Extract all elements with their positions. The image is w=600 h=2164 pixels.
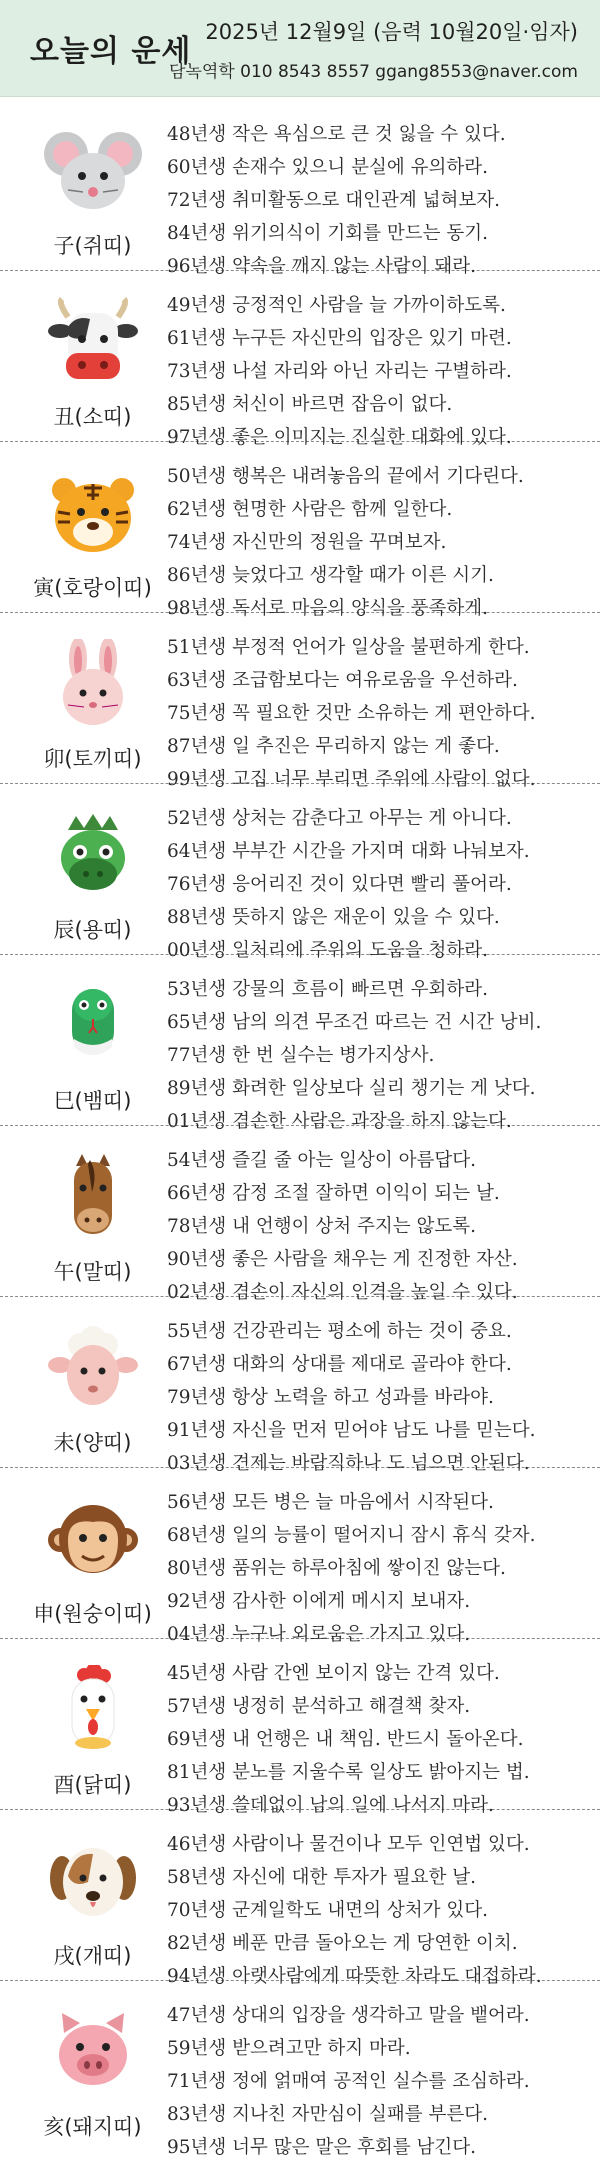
fortune-line: 53년생 강물의 흐름이 빠르면 우회하라. bbox=[167, 979, 489, 1000]
fortune-line: 91년생 자신을 먼저 믿어야 남도 나를 믿는다. bbox=[167, 1420, 536, 1441]
fortune-lines bbox=[167, 802, 592, 967]
fortune-line: 73년생 나설 자리와 아닌 자리는 구별하라. bbox=[167, 361, 512, 382]
rabbit-icon bbox=[38, 639, 148, 729]
fortune-line: 48년생 작은 욕심으로 큰 것 잃을 수 있다. bbox=[167, 124, 506, 145]
fortune-lines bbox=[167, 1828, 592, 1993]
fortune-line: 00년생 일처리에 주위의 도움을 청하라. bbox=[167, 940, 489, 961]
zodiac-label: 巳(뱀띠) bbox=[53, 1089, 132, 1113]
fortune-line: 04년생 누구나 외로움은 가지고 있다. bbox=[167, 1624, 471, 1645]
fortune-line: 50년생 행복은 내려놓음의 끝에서 기다린다. bbox=[167, 466, 524, 487]
fortune-line: 84년생 위기의식이 기회를 만드는 동기. bbox=[167, 223, 489, 244]
fortune-line: 83년생 지나친 자만심이 실패를 부른다. bbox=[167, 2104, 489, 2125]
fortune-line: 58년생 자신에 대한 투자가 필요한 날. bbox=[167, 1867, 477, 1888]
fortune-line: 86년생 늦었다고 생각할 때가 이른 시기. bbox=[167, 565, 494, 586]
zodiac-label: 戌(개띠) bbox=[53, 1944, 132, 1968]
fortune-line: 59년생 받으려고만 하지 마라. bbox=[167, 2038, 411, 2059]
cow-icon bbox=[38, 297, 148, 387]
fortune-line: 57년생 냉정히 분석하고 해결책 찾자. bbox=[167, 1696, 471, 1717]
fortune-lines bbox=[167, 1144, 592, 1309]
zodiac-label: 午(말띠) bbox=[53, 1260, 132, 1284]
fortune-lines bbox=[167, 1657, 592, 1822]
zodiac-row bbox=[0, 955, 600, 1132]
fortune-list bbox=[0, 100, 600, 2158]
fortune-line: 03년생 견제는 바람직하나 도 넘으면 안된다. bbox=[167, 1453, 530, 1474]
contact-line: 담녹역학 010 8543 8557 ggang8553@naver.com bbox=[169, 62, 578, 82]
fortune-line: 87년생 일 추진은 무리하지 않는 게 좋다. bbox=[167, 736, 500, 757]
fortune-line: 94년생 아랫사람에게 따뜻한 차라도 대접하라. bbox=[167, 1966, 542, 1987]
zodiac-row bbox=[0, 100, 600, 277]
zodiac-label: 子(쥐띠) bbox=[53, 234, 132, 258]
zodiac-label: 辰(용띠) bbox=[53, 918, 132, 942]
fortune-line: 96년생 약속을 깨지 않는 사람이 돼라. bbox=[167, 256, 477, 277]
fortune-line: 46년생 사람이나 물건이나 모두 인연법 있다. bbox=[167, 1834, 530, 1855]
fortune-line: 63년생 조급함보다는 여유로움을 우선하라. bbox=[167, 670, 518, 691]
fortune-line: 75년생 꼭 필요한 것만 소유하는 게 편안하다. bbox=[167, 703, 536, 724]
zodiac-row bbox=[0, 1468, 600, 1645]
fortune-line: 78년생 내 언행이 상처 주지는 않도록. bbox=[167, 1216, 477, 1237]
fortune-line: 89년생 화려한 일상보다 실리 챙기는 게 낫다. bbox=[167, 1078, 536, 1099]
zodiac-row bbox=[0, 784, 600, 961]
fortune-line: 68년생 일의 능률이 떨어지니 잠시 휴식 갖자. bbox=[167, 1525, 536, 1546]
fortune-line: 74년생 자신만의 정원을 꾸며보자. bbox=[167, 532, 447, 553]
fortune-line: 76년생 응어리진 것이 있다면 빨리 풀어라. bbox=[167, 874, 512, 895]
snake-icon bbox=[38, 981, 148, 1071]
fortune-line: 52년생 상처는 감춘다고 아무는 게 아니다. bbox=[167, 808, 512, 829]
zodiac-row bbox=[0, 1126, 600, 1303]
zodiac-label: 申(원숭이띠) bbox=[33, 1602, 152, 1626]
zodiac-label: 丑(소띠) bbox=[53, 405, 132, 429]
rooster-icon bbox=[38, 1665, 148, 1755]
fortune-lines bbox=[167, 1315, 592, 1480]
fortune-line: 77년생 한 번 실수는 병가지상사. bbox=[167, 1045, 435, 1066]
dragon-icon bbox=[38, 810, 148, 900]
fortune-line: 71년생 정에 얽매여 공적인 실수를 조심하라. bbox=[167, 2071, 530, 2092]
fortune-line: 01년생 겸손한 사람은 과장을 하지 않는다. bbox=[167, 1111, 512, 1132]
zodiac-label: 未(양띠) bbox=[53, 1431, 132, 1455]
fortune-line: 85년생 처신이 바르면 잡음이 없다. bbox=[167, 394, 453, 415]
fortune-line: 67년생 대화의 상대를 제대로 골라야 한다. bbox=[167, 1354, 512, 1375]
zodiac-row bbox=[0, 1981, 600, 2158]
pig-icon bbox=[38, 2007, 148, 2097]
fortune-line: 02년생 겸손이 자신의 인격을 높일 수 있다. bbox=[167, 1282, 518, 1303]
fortune-line: 54년생 즐길 줄 아는 일상이 아름답다. bbox=[167, 1150, 477, 1171]
fortune-line: 97년생 좋은 이미지는 진실한 대화에 있다. bbox=[167, 427, 512, 448]
fortune-line: 65년생 남의 의견 무조건 따르는 건 시간 낭비. bbox=[167, 1012, 542, 1033]
fortune-line: 60년생 손재수 있으니 분실에 유의하라. bbox=[167, 157, 489, 178]
fortune-line: 55년생 건강관리는 평소에 하는 것이 중요. bbox=[167, 1321, 512, 1342]
fortune-lines bbox=[167, 631, 592, 796]
fortune-line: 66년생 감정 조절 잘하면 이익이 되는 날. bbox=[167, 1183, 500, 1204]
fortune-lines bbox=[167, 460, 592, 625]
zodiac-row bbox=[0, 1810, 600, 1987]
zodiac-row bbox=[0, 1297, 600, 1474]
fortune-line: 47년생 상대의 입장을 생각하고 말을 뱉어라. bbox=[167, 2005, 530, 2026]
fortune-line: 62년생 현명한 사람은 함께 일한다. bbox=[167, 499, 453, 520]
horse-icon bbox=[38, 1152, 148, 1242]
zodiac-row bbox=[0, 442, 600, 619]
page-title: 오늘의 운세 bbox=[30, 34, 192, 69]
fortune-lines bbox=[167, 118, 592, 283]
fortune-lines bbox=[167, 1486, 592, 1651]
fortune-lines bbox=[167, 973, 592, 1138]
zodiac-row bbox=[0, 271, 600, 448]
fortune-line: 70년생 군계일학도 내면의 상처가 있다. bbox=[167, 1900, 489, 1921]
fortune-line: 69년생 내 언행은 내 책임. 반드시 돌아온다. bbox=[167, 1729, 524, 1750]
monkey-icon bbox=[38, 1494, 148, 1584]
fortune-line: 99년생 고집 너무 부리면 주위에 사람이 없다. bbox=[167, 769, 536, 790]
fortune-line: 80년생 품위는 하루아침에 쌓이진 않는다. bbox=[167, 1558, 506, 1579]
zodiac-label: 酉(닭띠) bbox=[53, 1773, 132, 1797]
fortune-line: 61년생 누구든 자신만의 입장은 있기 마련. bbox=[167, 328, 512, 349]
dog-icon bbox=[38, 1836, 148, 1926]
header bbox=[0, 0, 600, 97]
fortune-line: 56년생 모든 병은 늘 마음에서 시작된다. bbox=[167, 1492, 494, 1513]
date-line: 2025년 12월9일 (음력 10월20일·임자) bbox=[205, 20, 578, 44]
zodiac-label: 亥(돼지띠) bbox=[43, 2115, 142, 2139]
fortune-line: 81년생 분노를 지울수록 일상도 밝아지는 법. bbox=[167, 1762, 530, 1783]
fortune-line: 95년생 너무 많은 말은 후회를 남긴다. bbox=[167, 2137, 477, 2158]
fortune-line: 92년생 감사한 이에게 메시지 보내자. bbox=[167, 1591, 471, 1612]
zodiac-row bbox=[0, 613, 600, 790]
zodiac-label: 卯(토끼띠) bbox=[43, 747, 142, 771]
fortune-line: 51년생 부정적 언어가 일상을 불편하게 한다. bbox=[167, 637, 530, 658]
fortune-lines bbox=[167, 289, 592, 454]
fortune-line: 88년생 뜻하지 않은 재운이 있을 수 있다. bbox=[167, 907, 500, 928]
sheep-icon bbox=[38, 1323, 148, 1413]
tiger-icon bbox=[38, 468, 148, 558]
rat-icon bbox=[38, 126, 148, 216]
fortune-line: 79년생 항상 노력을 하고 성과를 바라야. bbox=[167, 1387, 494, 1408]
fortune-line: 49년생 긍정적인 사람을 늘 가까이하도록. bbox=[167, 295, 506, 316]
fortune-line: 90년생 좋은 사람을 채우는 게 진정한 자산. bbox=[167, 1249, 518, 1270]
zodiac-row bbox=[0, 1639, 600, 1816]
fortune-line: 45년생 사람 간엔 보이지 않는 간격 있다. bbox=[167, 1663, 500, 1684]
fortune-line: 98년생 독서로 마음의 양식을 풍족하게. bbox=[167, 598, 489, 619]
fortune-line: 72년생 취미활동으로 대인관계 넓혀보자. bbox=[167, 190, 501, 211]
fortune-line: 93년생 쓸데없이 남의 일에 나서지 마라. bbox=[167, 1795, 494, 1816]
fortune-line: 64년생 부부간 시간을 가지며 대화 나눠보자. bbox=[167, 841, 530, 862]
zodiac-label: 寅(호랑이띠) bbox=[33, 576, 152, 600]
fortune-line: 82년생 베푼 만큼 돌아오는 게 당연한 이치. bbox=[167, 1933, 518, 1954]
fortune-lines bbox=[167, 1999, 592, 2164]
